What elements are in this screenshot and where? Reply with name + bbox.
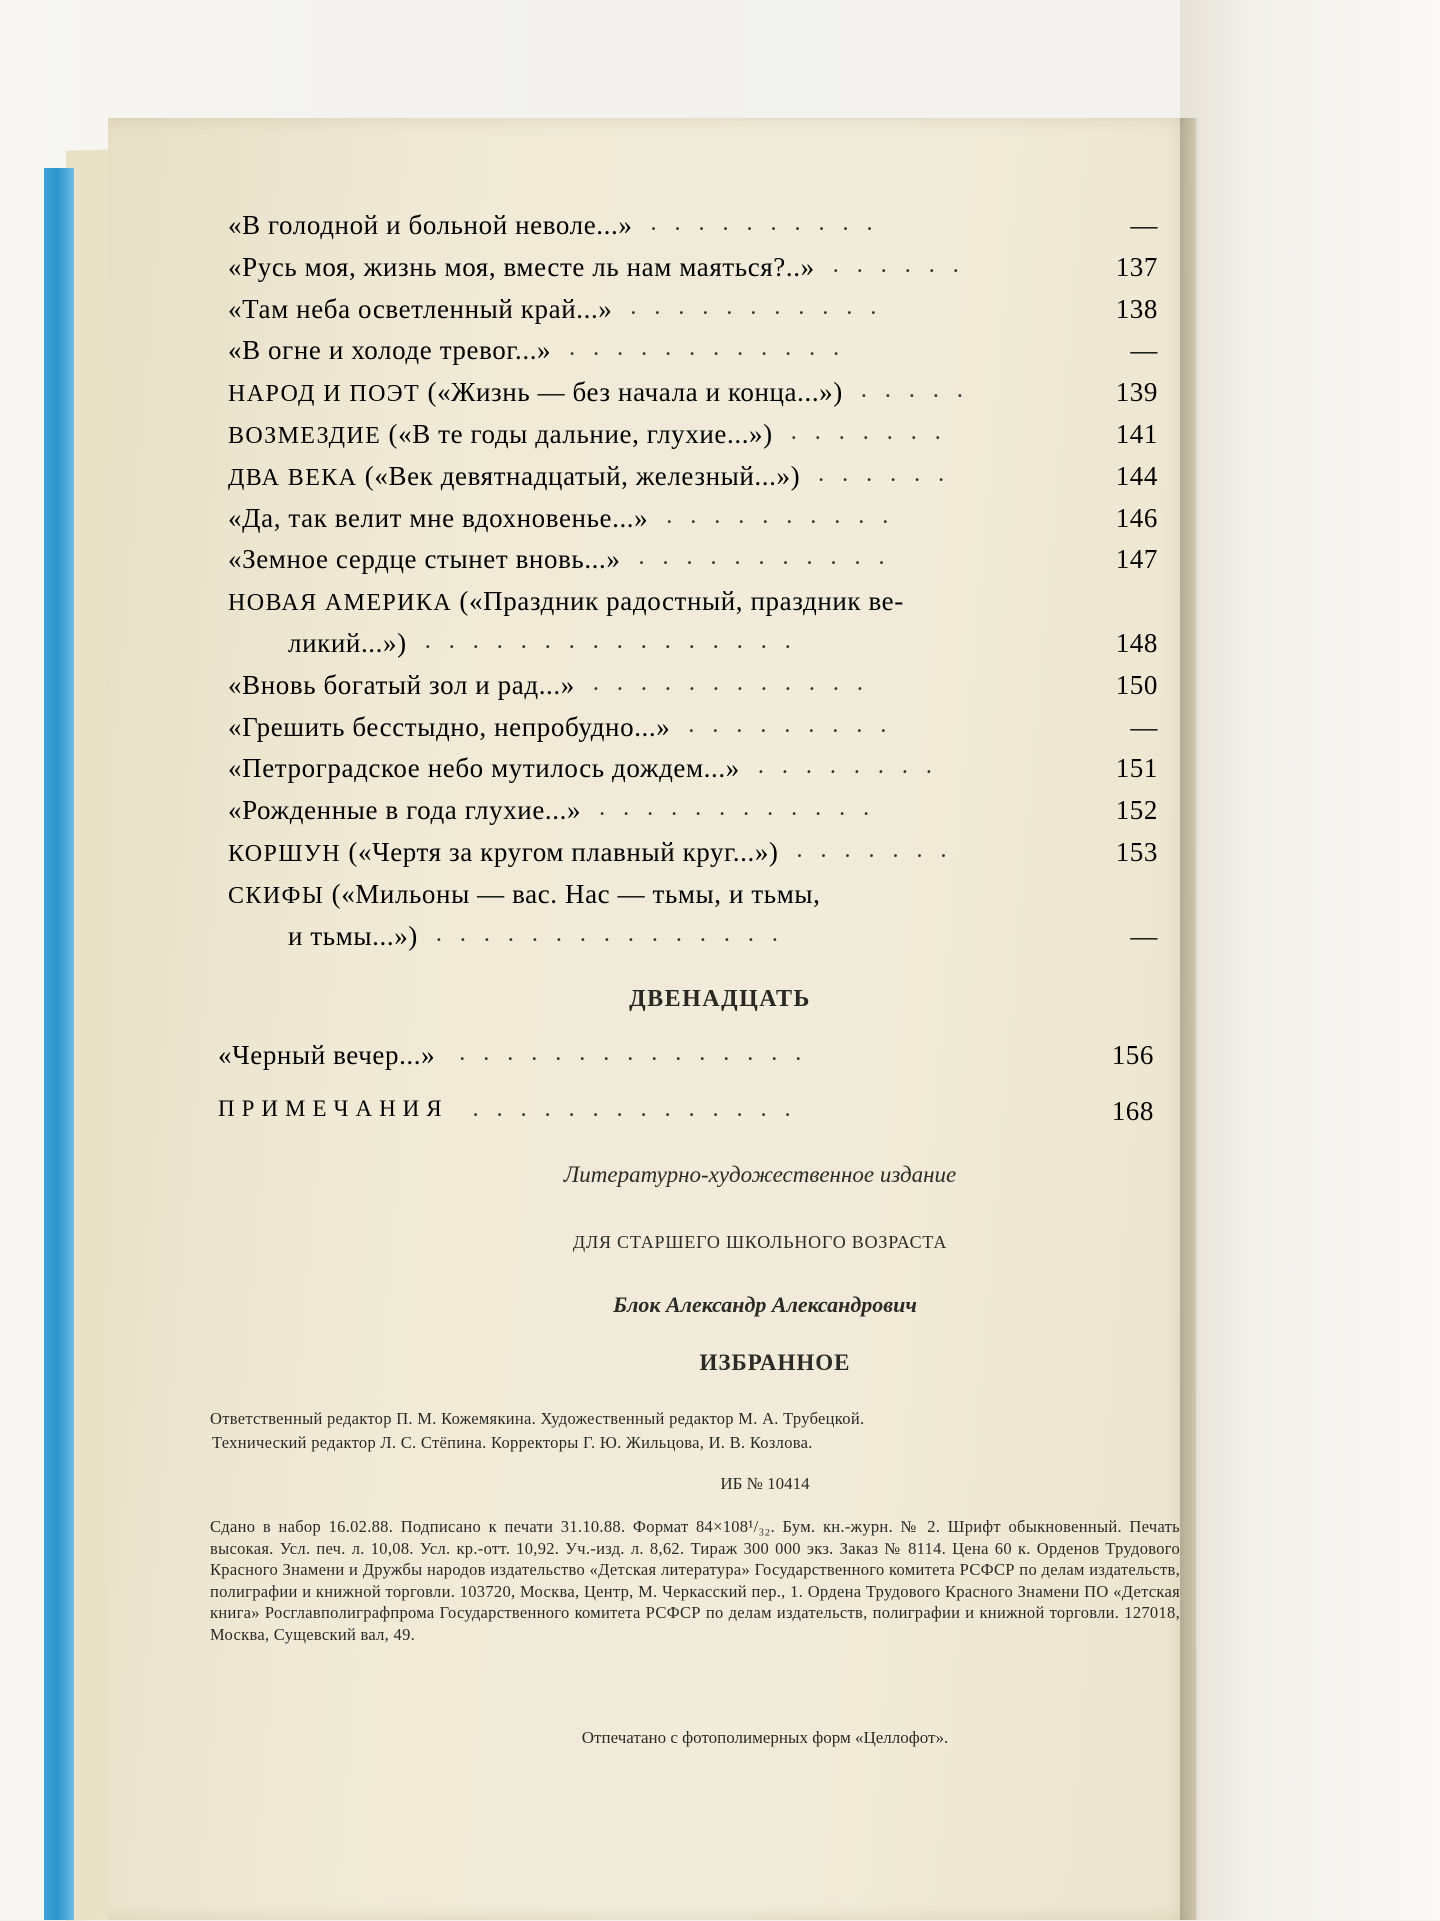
toc-entry-page: 138 (1115, 293, 1158, 324)
toc-entry-page: 153 (1115, 837, 1158, 867)
toc-entry-text: «Рожденные в года глухие...» (228, 795, 582, 826)
toc-entry-text: («Век девятнадцатый, железный...») (357, 460, 801, 491)
toc-entry-caps-title: КОРШУН (228, 841, 342, 867)
toc-leader-dots: .......... (650, 210, 891, 236)
imprint-text: Сдано в набор 16.02.88. Подписано к печати 31.10.88. Формат 84×108¹/₃₂. Бум. кн.-журн. № 2. Шрифт обыкновенный. Печать высокая. Усл. печ. л. 10,08. Усл. кр.-отт. 10,92. Уч.-изд. л. 8,62. Тираж 300 000 экз. Заказ № 8114. Цена 60 к. Орденов Трудового Красного Знамени и Дружбы народов издательство «Детская литература» Государственного комитета РСФСР по делам издательств, полиграфии и книжной торговли. 103720, Москва, Центр, М. Черкасский пер., 1. Ордена Трудового Красного Знамени ПО «Детская книга» Росглавполиграфпрома Государственного комитета РСФСР по делам издательств, полиграфии и книжной торговли. 127018, Москва, Сущевский вал, 49. (210, 1517, 1180, 1644)
toc-entry-title (228, 753, 740, 784)
toc-leader-dots: ....... (790, 419, 959, 445)
toc-entry-title (228, 210, 632, 241)
toc-entry-title (228, 544, 621, 575)
toc-entry-text: «Петроградское небо мутилось дождем...» (228, 753, 740, 784)
toc-entry-text: («Чертя за кругом плавный круг...») (341, 837, 779, 867)
toc-entry (228, 544, 1158, 586)
toc-leader-dots: ........... (638, 544, 903, 571)
book-title: ИЗБРАННОЕ (699, 1350, 851, 1375)
toc-entry-page: — (1130, 920, 1158, 951)
toc-entry-title (228, 879, 820, 910)
toc-entry (228, 335, 1158, 377)
toc-leader-dots: ..... (860, 377, 981, 404)
toc-entry-caps-title: ДВА ВЕКА (228, 464, 358, 491)
toc-entry-page: 137 (1115, 251, 1158, 282)
toc-entry-page: 150 (1115, 669, 1158, 700)
toc-entry-title (228, 503, 648, 534)
toc-leader-dots: .......... (666, 502, 907, 529)
toc-entry (228, 377, 1158, 419)
toc-entry-page: — (1130, 335, 1158, 366)
toc-entry-title: «Черный вечер...» (218, 1040, 436, 1070)
page-gutter-shadow (1180, 118, 1200, 1920)
editors-line-1: Ответственный редактор П. М. Кожемякина. Художественный редактор М. А. Трубецкой. (210, 1409, 865, 1428)
audience-label: ДЛЯ СТАРШЕГО ШКОЛЬНОГО ВОЗРАСТА (572, 1232, 948, 1252)
toc-entry-title (228, 795, 581, 826)
printed-note: Отпечатано с фотополимерных форм «Целлофот». (581, 1728, 949, 1747)
toc-leader-dots: ............... (459, 1040, 820, 1066)
toc-entry-page: 147 (1115, 544, 1158, 575)
toc-entry-page: — (1130, 711, 1158, 742)
toc-leader-dots: ........... (630, 293, 895, 320)
toc-entry-page: 139 (1115, 377, 1158, 408)
toc-entry-title (228, 712, 670, 743)
toc-entry-text: «Грешить бесстыдно, непробудно...» (228, 711, 671, 742)
toc-leader-dots: ...... (818, 460, 963, 487)
toc-entry-text: «В голодной и больной неволе...» (228, 210, 633, 240)
toc-entry-text: («Мильоны — вас. Нас — тьмы, и тьмы, (324, 878, 821, 909)
toc-entry-title (228, 294, 612, 325)
editors-line-2: Технический редактор Л. С. Стёпина. Корректоры Г. Ю. Жильцова, И. В. Козлова. (212, 1433, 813, 1452)
toc-entry-text: («Праздник радостный, праздник ве- (452, 586, 904, 617)
toc-leader-dots: ............ (592, 669, 881, 696)
toc-entry (228, 670, 1158, 712)
toc-entry-title (228, 335, 551, 366)
toc-entry-text: «Да, так велит мне вдохновенье...» (228, 502, 649, 533)
book-cover-spine-blue (44, 168, 74, 1920)
toc-entry (228, 921, 1158, 963)
toc-entry-page: 146 (1115, 502, 1158, 533)
author-name: Блок Александр Александрович (613, 1292, 917, 1317)
toc-entry-title (228, 252, 815, 283)
toc-entry-text: «Русь моя, жизнь моя, вместе ль нам маяться?..» (228, 251, 815, 282)
toc-entry-title (288, 921, 418, 952)
toc-entry-text: («Жизнь — без начала и конца...») (420, 377, 843, 408)
toc-entry (228, 503, 1158, 545)
toc-entry-text: («В те годы дальние, глухие...») (381, 419, 773, 449)
toc-entry-caps-title: НАРОД И ПОЭТ (228, 381, 421, 408)
toc-entry-text: «Земное сердце стынет вновь...» (228, 544, 621, 575)
toc-entry (228, 795, 1158, 837)
toc-entry-title (228, 837, 779, 868)
toc-entry (228, 294, 1158, 336)
toc-entry (228, 419, 1158, 461)
toc-leader-dots: ............ (569, 335, 858, 362)
toc-entry-caps-title: НОВАЯ АМЕРИКА (228, 590, 453, 617)
toc-entry-text: «В огне и холоде тревог...» (228, 335, 552, 366)
toc-entry-text: «Вновь богатый зол и рад...» (228, 669, 575, 700)
toc-entry-page: — (1130, 210, 1158, 240)
toc-entry (228, 210, 1158, 252)
toc-entry (228, 628, 1158, 670)
facing-page-edge (1180, 0, 1440, 1920)
toc-entry-page: 152 (1115, 795, 1158, 826)
toc-entry (228, 837, 1158, 879)
toc-leader-dots: ................ (424, 628, 809, 654)
ib-number: ИБ № 10414 (720, 1474, 810, 1493)
toc-entry (228, 753, 1158, 795)
toc-leader-dots: ........ (757, 753, 950, 780)
toc-entry-title (228, 419, 773, 450)
toc-leader-dots: ...... (832, 251, 977, 278)
toc-entry-page: 156 (1111, 1040, 1154, 1070)
toc-entry-title (288, 628, 407, 659)
toc-entry (228, 879, 1158, 921)
toc-entry-caps-title: ВОЗМЕЗДИЕ (228, 423, 382, 449)
toc-entry-text: и тьмы...») (288, 920, 418, 951)
toc-entry-title (228, 586, 904, 617)
toc-leader-dots: .............. (472, 1096, 809, 1122)
toc-entry-page: 141 (1115, 419, 1158, 449)
toc-entry (218, 1096, 1154, 1138)
toc-entry-title: ПРИМЕЧАНИЯ (218, 1096, 449, 1121)
toc-entry-page: 168 (1111, 1096, 1154, 1126)
section-heading: ДВЕНАДЦАТЬ (629, 986, 811, 1012)
toc-entry (228, 712, 1158, 754)
toc-entry-title (228, 670, 575, 701)
edition-type: Литературно-художественное издание (563, 1162, 957, 1187)
toc-entry-page: 148 (1115, 628, 1158, 658)
toc-entry-page: 151 (1115, 753, 1158, 784)
toc-leader-dots: ......... (688, 711, 905, 738)
toc-entry (218, 1040, 1154, 1082)
toc-leader-dots: ............ (599, 795, 888, 822)
toc-entry-text: «Там неба осветленный край...» (228, 293, 613, 324)
toc-entry (228, 252, 1158, 294)
toc-entry (228, 461, 1158, 503)
toc-entry-title (228, 461, 800, 492)
toc-entry (228, 586, 1158, 628)
toc-entry-page: 144 (1115, 460, 1158, 491)
toc-leader-dots: ............... (435, 920, 796, 947)
toc-entry-text: ликий...») (288, 628, 407, 658)
toc-entry-caps-title: СКИФЫ (228, 882, 325, 909)
toc-leader-dots: ....... (796, 837, 965, 863)
toc-entry-title (228, 377, 843, 408)
